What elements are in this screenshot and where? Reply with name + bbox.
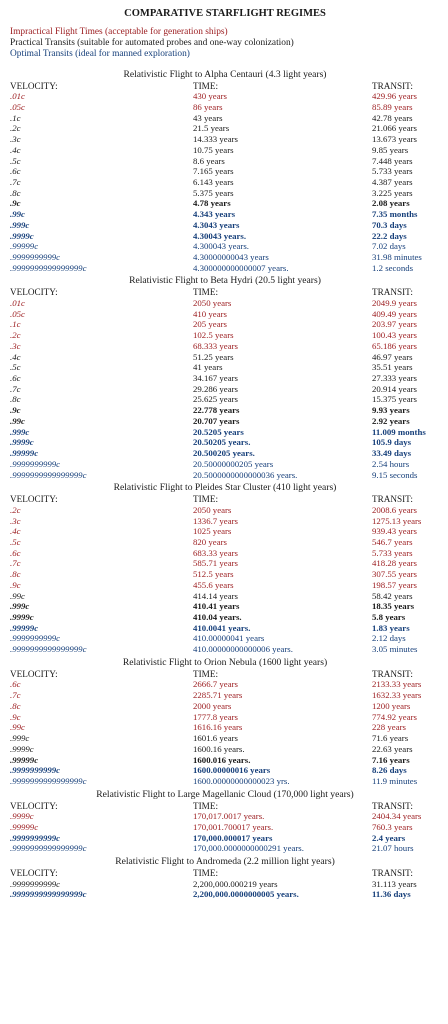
transit-cell: 5.733 years xyxy=(372,166,413,177)
flight-section xyxy=(10,657,440,787)
velocity-header: VELOCITY: xyxy=(10,494,58,505)
transit-cell: 100.43 years xyxy=(372,330,417,341)
section-title: Relativistic Flight to Beta Hydri (20.5 light years) xyxy=(129,275,321,287)
flight-tables xyxy=(10,69,440,901)
time-header: TIME: xyxy=(193,868,219,879)
velocity-header: VELOCITY: xyxy=(10,287,58,298)
velocity-cell: .9999999999c xyxy=(10,765,61,776)
table-row xyxy=(10,822,440,833)
transit-cell: 7.02 days xyxy=(372,241,406,252)
velocity-cell: .8c xyxy=(10,187,21,198)
velocity-cell: .99999c xyxy=(10,754,39,765)
transit-cell: 105.9 days xyxy=(372,437,412,448)
transit-cell: 7.16 years xyxy=(372,754,410,765)
table-row xyxy=(10,505,440,516)
transit-cell: 2404.34 years xyxy=(372,811,422,822)
table-row xyxy=(10,548,440,559)
table-row xyxy=(10,833,440,844)
transit-cell: 9.85 years xyxy=(372,144,409,155)
transit-cell: 3.05 minutes xyxy=(372,644,418,655)
velocity-cell: .5c xyxy=(10,536,21,547)
velocity-cell: .9999c xyxy=(10,811,34,822)
transit-header: TRANSIT: xyxy=(372,800,413,811)
transit-cell: 15.375 years xyxy=(372,394,417,405)
transit-cell: 42.78 years xyxy=(372,112,413,123)
time-cell: 43 years xyxy=(193,112,223,123)
velocity-cell: .7c xyxy=(10,383,21,394)
flight-section xyxy=(10,789,440,854)
velocity-cell: .9999c xyxy=(10,743,34,754)
time-cell: 170,017.0017 years. xyxy=(193,811,265,822)
transit-cell: 22.63 years xyxy=(372,743,413,754)
transit-cell: 546.7 years xyxy=(372,536,413,547)
velocity-cell: .9c xyxy=(10,198,21,209)
velocity-cell: .99c xyxy=(10,415,25,426)
legend-practical: Practical Transits (suitable for automated probes and one-way colonization) xyxy=(10,38,294,49)
time-cell: 51.25 years xyxy=(193,351,234,362)
transit-cell: 307.55 years xyxy=(372,569,417,580)
transit-cell: 13.673 years xyxy=(372,134,417,145)
table-row xyxy=(10,558,440,569)
time-cell: 205 years xyxy=(193,319,227,330)
section-title: Relativistic Flight to Large Magellanic Cloud (170,000 light years) xyxy=(96,788,354,800)
time-cell: 4.300000000000007 years. xyxy=(193,262,289,273)
transit-cell: 27.333 years xyxy=(372,373,417,384)
table-row xyxy=(10,427,440,438)
flight-section xyxy=(10,482,440,655)
transit-cell: 22.2 days xyxy=(372,230,407,241)
table-row xyxy=(10,516,440,527)
time-header: TIME: xyxy=(193,80,219,91)
table-row xyxy=(10,309,440,320)
time-cell: 410.04 years. xyxy=(193,612,242,623)
table-row xyxy=(10,241,440,252)
time-cell: 102.5 years xyxy=(193,330,234,341)
time-cell: 20.50000000205 years xyxy=(193,458,274,469)
velocity-cell: .9c xyxy=(10,579,21,590)
transit-cell: 1632.33 years xyxy=(372,690,422,701)
velocity-cell: .4c xyxy=(10,144,21,155)
table-row xyxy=(10,123,440,134)
transit-cell: 3.225 years xyxy=(372,187,413,198)
velocity-cell: .7c xyxy=(10,690,21,701)
transit-cell: 70.3 days xyxy=(372,219,407,230)
transit-cell: 35.51 years xyxy=(372,362,413,373)
table-row xyxy=(10,722,440,733)
time-cell: 683.33 years xyxy=(193,547,238,558)
table-header xyxy=(10,287,440,298)
table-row xyxy=(10,612,440,623)
table-row xyxy=(10,145,440,156)
velocity-cell: .3c xyxy=(10,340,21,351)
velocity-cell: .9999999999c xyxy=(10,633,61,644)
velocity-cell: .99c xyxy=(10,590,25,601)
transit-cell: 1.2 seconds xyxy=(372,262,414,273)
transit-cell: 11.9 minutes xyxy=(372,775,418,786)
table-header xyxy=(10,81,440,92)
time-cell: 1336.7 years xyxy=(193,515,238,526)
transit-cell: 2.54 hours xyxy=(372,458,410,469)
table-row xyxy=(10,362,440,373)
legend-impractical: Impractical Flight Times (acceptable for generation ships) xyxy=(10,27,228,37)
table-row xyxy=(10,198,440,209)
table-row xyxy=(10,811,440,822)
section-title: Relativistic Flight to Alpha Centauri (4.3 light years) xyxy=(123,68,327,80)
time-cell: 455.6 years xyxy=(193,579,234,590)
table-row xyxy=(10,319,440,330)
time-cell: 410.0041 years. xyxy=(193,622,251,633)
transit-header: TRANSIT: xyxy=(372,868,413,879)
velocity-cell: .7c xyxy=(10,558,21,569)
transit-cell: 5.733 years xyxy=(372,547,413,558)
velocity-cell: .9999999999999999c xyxy=(10,262,87,273)
time-cell: 1777.8 years xyxy=(193,711,238,722)
time-cell: 25.625 years xyxy=(193,394,238,405)
time-cell: 1600.016 years. xyxy=(193,754,251,765)
velocity-cell: .9999999999999999c xyxy=(10,889,87,900)
time-cell: 21.5 years xyxy=(193,123,230,134)
velocity-cell: .9c xyxy=(10,405,21,416)
table-row xyxy=(10,341,440,352)
table-row xyxy=(10,679,440,690)
table-row xyxy=(10,644,440,655)
time-cell: 10.75 years xyxy=(193,144,234,155)
table-row xyxy=(10,91,440,102)
velocity-cell: .9999999999c xyxy=(10,251,61,262)
velocity-cell: .9c xyxy=(10,711,21,722)
time-cell: 34.167 years xyxy=(193,373,238,384)
table-row xyxy=(10,701,440,712)
table-row xyxy=(10,177,440,188)
time-cell: 410.00000000000006 years. xyxy=(193,644,293,655)
table-row xyxy=(10,384,440,395)
velocity-cell: .8c xyxy=(10,700,21,711)
transit-cell: 21.066 years xyxy=(372,123,417,134)
transit-cell: 198.57 years xyxy=(372,579,417,590)
time-cell: 2000 years xyxy=(193,700,232,711)
table-row xyxy=(10,633,440,644)
velocity-cell: .999c xyxy=(10,426,30,437)
velocity-cell: .9999c xyxy=(10,437,34,448)
legend-optimal: Optimal Transits (ideal for manned exploration) xyxy=(10,49,190,60)
table-row xyxy=(10,755,440,766)
transit-cell: 1200 years xyxy=(372,700,411,711)
velocity-cell: .999c xyxy=(10,601,30,612)
table-row xyxy=(10,298,440,309)
time-cell: 2,200,000.000219 years xyxy=(193,878,278,889)
table-row xyxy=(10,470,440,481)
table-row xyxy=(10,889,440,900)
velocity-cell: .99999c xyxy=(10,241,39,252)
time-cell: 20.5000000000000036 years. xyxy=(193,469,298,480)
transit-cell: 4.387 years xyxy=(372,176,413,187)
table-row xyxy=(10,690,440,701)
velocity-cell: .9999999999999999c xyxy=(10,469,87,480)
transit-cell: 429.96 years xyxy=(372,91,417,102)
table-row xyxy=(10,352,440,363)
time-cell: 410.41 years xyxy=(193,601,240,612)
velocity-cell: .9999999999999999c xyxy=(10,775,87,786)
table-row xyxy=(10,879,440,890)
time-cell: 1616.16 years xyxy=(193,722,243,733)
time-cell: 1600.16 years. xyxy=(193,743,245,754)
flight-section xyxy=(10,856,440,900)
time-cell: 2285.71 years xyxy=(193,690,243,701)
time-cell: 1600.00000016 years xyxy=(193,765,271,776)
velocity-cell: .1c xyxy=(10,112,21,123)
velocity-cell: .9999999999c xyxy=(10,458,61,469)
transit-cell: 228 years xyxy=(372,722,406,733)
velocity-cell: .2c xyxy=(10,504,21,515)
table-row xyxy=(10,623,440,634)
time-header: TIME: xyxy=(193,287,219,298)
transit-cell: 2049.9 years xyxy=(372,298,417,309)
table-row xyxy=(10,220,440,231)
time-cell: 410.00000041 years xyxy=(193,633,265,644)
transit-cell: 8.26 days xyxy=(372,765,407,776)
time-cell: 170,000.0000000000291 years. xyxy=(193,843,304,854)
time-cell: 4.343 years xyxy=(193,209,236,220)
transit-cell: 31.98 minutes xyxy=(372,251,422,262)
table-row xyxy=(10,744,440,755)
time-cell: 6.143 years xyxy=(193,176,234,187)
time-cell: 512.5 years xyxy=(193,569,234,580)
time-cell: 170,000.000017 years xyxy=(193,832,273,843)
color-legend xyxy=(10,27,440,61)
page-title: COMPARATIVE STARFLIGHT REGIMES xyxy=(124,8,326,19)
table-row xyxy=(10,526,440,537)
velocity-cell: .9999999999999999c xyxy=(10,644,87,655)
velocity-cell: .999c xyxy=(10,219,30,230)
time-cell: 86 years xyxy=(193,101,223,112)
transit-cell: 11.009 months xyxy=(372,426,426,437)
transit-cell: 939.43 years xyxy=(372,526,417,537)
table-row xyxy=(10,102,440,113)
table-row xyxy=(10,843,440,854)
transit-cell: 418.28 years xyxy=(372,558,417,569)
flight-section xyxy=(10,275,440,480)
velocity-cell: .6c xyxy=(10,166,21,177)
section-title: Relativistic Flight to Orion Nebula (1600 light years) xyxy=(122,656,328,668)
transit-cell: 203.97 years xyxy=(372,319,417,330)
time-header: TIME: xyxy=(193,668,219,679)
velocity-cell: .01c xyxy=(10,298,25,309)
transit-header: TRANSIT: xyxy=(372,287,413,298)
table-row xyxy=(10,437,440,448)
table-row xyxy=(10,537,440,548)
time-cell: 20.5205 years xyxy=(193,426,244,437)
velocity-cell: .2c xyxy=(10,330,21,341)
transit-cell: 1.83 years xyxy=(372,622,410,633)
table-row xyxy=(10,405,440,416)
velocity-cell: .5c xyxy=(10,362,21,373)
transit-cell: 11.36 days xyxy=(372,889,411,900)
time-header: TIME: xyxy=(193,494,219,505)
transit-cell: 7.448 years xyxy=(372,155,413,166)
time-cell: 8.6 years xyxy=(193,155,225,166)
transit-header: TRANSIT: xyxy=(372,668,413,679)
velocity-cell: .9999999999c xyxy=(10,878,61,889)
velocity-cell: .6c xyxy=(10,373,21,384)
velocity-cell: .1c xyxy=(10,319,21,330)
time-header: TIME: xyxy=(193,800,219,811)
time-cell: 2,200,000.0000000005 years. xyxy=(193,889,299,900)
transit-cell: 58.42 years xyxy=(372,590,413,601)
table-row xyxy=(10,166,440,177)
transit-cell: 774.92 years xyxy=(372,711,417,722)
transit-cell: 9.93 years xyxy=(372,405,410,416)
table-row xyxy=(10,134,440,145)
time-cell: 20.50205 years. xyxy=(193,437,251,448)
table-row xyxy=(10,733,440,744)
section-title: Relativistic Flight to Pleides Star Cluster (410 light years) xyxy=(113,482,337,494)
time-cell: 41 years xyxy=(193,362,223,373)
time-cell: 2050 years xyxy=(193,298,232,309)
transit-cell: 71.6 years xyxy=(372,733,409,744)
table-row xyxy=(10,263,440,274)
velocity-header: VELOCITY: xyxy=(10,80,58,91)
time-cell: 430 years xyxy=(193,91,227,102)
transit-cell: 1275.13 years xyxy=(372,515,422,526)
transit-cell: 2008.6 years xyxy=(372,504,417,515)
velocity-cell: .6c xyxy=(10,547,21,558)
table-row xyxy=(10,601,440,612)
transit-cell: 5.8 years xyxy=(372,612,406,623)
velocity-cell: .2c xyxy=(10,123,21,134)
velocity-cell: .4c xyxy=(10,526,21,537)
time-cell: 820 years xyxy=(193,536,227,547)
transit-cell: 2.08 years xyxy=(372,198,410,209)
time-cell: 2666.7 years xyxy=(193,679,238,690)
velocity-cell: .3c xyxy=(10,134,21,145)
transit-cell: 46.97 years xyxy=(372,351,413,362)
table-row xyxy=(10,113,440,124)
velocity-cell: .99c xyxy=(10,722,25,733)
time-cell: 414.14 years xyxy=(193,590,238,601)
time-cell: 4.30043 years. xyxy=(193,230,247,241)
table-row xyxy=(10,252,440,263)
time-cell: 4.3043 years xyxy=(193,219,240,230)
velocity-cell: .01c xyxy=(10,91,25,102)
time-cell: 1600.00000000000023 yrs. xyxy=(193,775,290,786)
table-row xyxy=(10,569,440,580)
transit-header: TRANSIT: xyxy=(372,80,413,91)
table-header xyxy=(10,801,440,812)
time-cell: 7.165 years xyxy=(193,166,234,177)
velocity-cell: .05c xyxy=(10,308,25,319)
transit-cell: 65.186 years xyxy=(372,340,417,351)
transit-cell: 2.4 years xyxy=(372,832,406,843)
time-cell: 5.375 years xyxy=(193,187,234,198)
table-header xyxy=(10,669,440,680)
time-cell: 20.500205 years. xyxy=(193,448,255,459)
transit-cell: 85.89 years xyxy=(372,101,413,112)
velocity-cell: .9999c xyxy=(10,612,34,623)
table-row xyxy=(10,330,440,341)
velocity-cell: .9999999999999999c xyxy=(10,843,87,854)
table-row xyxy=(10,776,440,787)
table-row xyxy=(10,580,440,591)
time-cell: 14.333 years xyxy=(193,134,238,145)
transit-cell: 21.07 hours xyxy=(372,843,414,854)
velocity-cell: .4c xyxy=(10,351,21,362)
table-row xyxy=(10,188,440,199)
table-row xyxy=(10,416,440,427)
velocity-header: VELOCITY: xyxy=(10,668,58,679)
time-cell: 4.300043 years. xyxy=(193,241,249,252)
time-cell: 410 years xyxy=(193,308,227,319)
velocity-cell: .99c xyxy=(10,209,25,220)
table-row xyxy=(10,156,440,167)
transit-cell: 20.914 years xyxy=(372,383,417,394)
time-cell: 170,001.700017 years. xyxy=(193,821,274,832)
velocity-cell: .9999c xyxy=(10,230,34,241)
table-row xyxy=(10,394,440,405)
time-cell: 4.30000000043 years xyxy=(193,251,269,262)
transit-cell: 7.35 months xyxy=(372,209,418,220)
table-header xyxy=(10,494,440,505)
table-row xyxy=(10,373,440,384)
time-cell: 22.778 years xyxy=(193,405,240,416)
table-row xyxy=(10,459,440,470)
time-cell: 20.707 years xyxy=(193,415,240,426)
velocity-cell: .99999c xyxy=(10,622,39,633)
time-cell: 68.333 years xyxy=(193,340,238,351)
time-cell: 585.71 years xyxy=(193,558,238,569)
transit-cell: 9.15 seconds xyxy=(372,469,418,480)
velocity-header: VELOCITY: xyxy=(10,800,58,811)
transit-cell: 760.3 years xyxy=(372,821,413,832)
velocity-cell: .8c xyxy=(10,569,21,580)
flight-section xyxy=(10,69,440,274)
velocity-cell: .99999c xyxy=(10,821,39,832)
transit-header: TRANSIT: xyxy=(372,494,413,505)
velocity-cell: .6c xyxy=(10,679,21,690)
velocity-cell: .999c xyxy=(10,733,30,744)
table-row xyxy=(10,765,440,776)
table-header xyxy=(10,868,440,879)
table-row xyxy=(10,712,440,723)
velocity-cell: .5c xyxy=(10,155,21,166)
transit-cell: 2.12 days xyxy=(372,633,406,644)
table-row xyxy=(10,209,440,220)
time-cell: 4.78 years xyxy=(193,198,231,209)
time-cell: 2050 years xyxy=(193,504,232,515)
velocity-cell: .8c xyxy=(10,394,21,405)
time-cell: 29.286 years xyxy=(193,383,238,394)
velocity-header: VELOCITY: xyxy=(10,868,58,879)
transit-cell: 18.35 years xyxy=(372,601,415,612)
transit-cell: 31.113 years xyxy=(372,878,417,889)
velocity-cell: .3c xyxy=(10,515,21,526)
velocity-cell: .99999c xyxy=(10,448,39,459)
transit-cell: 2133.33 years xyxy=(372,679,422,690)
table-row xyxy=(10,231,440,242)
table-row xyxy=(10,591,440,602)
velocity-cell: .05c xyxy=(10,101,25,112)
velocity-cell: .9999999999c xyxy=(10,832,61,843)
time-cell: 1601.6 years xyxy=(193,733,238,744)
transit-cell: 2.92 years xyxy=(372,415,410,426)
transit-cell: 33.49 days xyxy=(372,448,412,459)
table-row xyxy=(10,448,440,459)
velocity-cell: .7c xyxy=(10,176,21,187)
transit-cell: 409.49 years xyxy=(372,308,417,319)
section-title: Relativistic Flight to Andromeda (2.2 million light years) xyxy=(115,856,335,868)
time-cell: 1025 years xyxy=(193,526,232,537)
